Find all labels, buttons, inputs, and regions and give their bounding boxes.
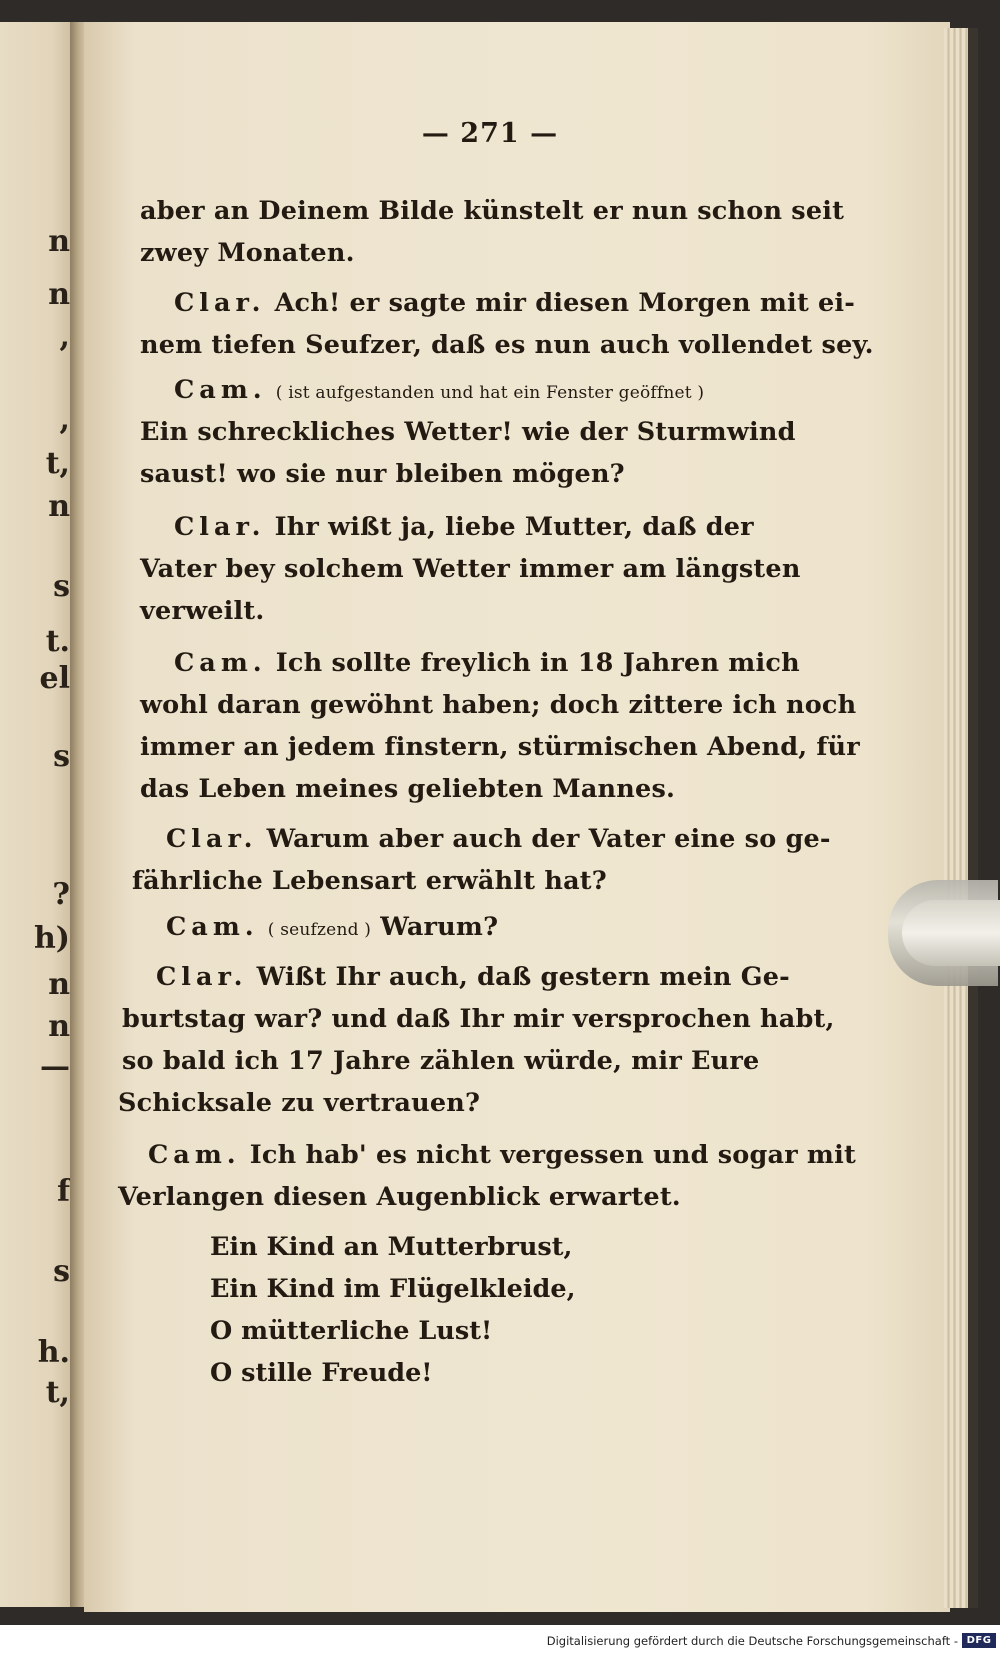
verse-line: O mütterliche Lust! [210, 1316, 493, 1346]
margin-fragment: n [48, 277, 70, 312]
speaker-name: Clar. [174, 288, 266, 318]
margin-fragment: s [53, 739, 70, 774]
dialogue-line: Clar. Warum aber auch der Vater eine so ge- [166, 824, 831, 854]
margin-fragment: h) [33, 921, 70, 956]
speaker-name: Clar. [174, 512, 266, 542]
page-number: — 271 — [421, 118, 559, 149]
funding-credit: Digitalisierung gefördert durch die Deutsche Forschungsgemeinschaft - [546, 1634, 958, 1648]
dialogue-line: Cam. Ich sollte freylich in 18 Jahren mich [174, 648, 800, 678]
dialogue-line: Clar. Wißt Ihr auch, daß gestern mein Ge- [156, 962, 790, 992]
page-edges [944, 28, 970, 1608]
footer-bar [0, 1625, 1000, 1656]
margin-fragment: h. [37, 1335, 70, 1370]
speaker-name: Clar. [166, 824, 258, 854]
margin-fragment: f [57, 1174, 70, 1209]
text-line: Vater bey solchem Wetter immer am längsten [140, 554, 801, 584]
edge-shadow [968, 28, 978, 1608]
stage-direction: ( ist aufgestanden und hat ein Fenster geöffnet ) [275, 383, 705, 403]
speaker-name: Cam. [174, 648, 267, 678]
dialogue-line: Clar. Ach! er sagte mir diesen Morgen mit ei- [174, 288, 856, 318]
margin-fragment: n [48, 224, 70, 259]
dialogue-line: Clar. Ihr wißt ja, liebe Mutter, daß der [174, 512, 754, 542]
verse-line: O stille Freude! [210, 1358, 433, 1388]
text-line: Schicksale zu vertrauen? [118, 1088, 481, 1118]
speaker-name: Cam. [174, 375, 267, 405]
text-line: aber an Deinem Bilde künstelt er nun schon seit [140, 196, 845, 226]
margin-fragment: — [40, 1049, 70, 1084]
stage-direction: ( seufzend ) [267, 920, 372, 940]
text-line: immer an jedem finstern, stürmischen Abend, für [140, 732, 860, 762]
verse-line: Ein Kind an Mutterbrust, [210, 1232, 573, 1262]
left-facing-page [0, 22, 74, 1607]
dfg-logo: DFG [962, 1633, 996, 1648]
text-line: wohl daran gewöhnt haben; doch zittere ich noch [140, 690, 857, 720]
margin-fragment: n [48, 967, 70, 1002]
margin-fragment: s [53, 1254, 70, 1289]
margin-fragment: s [53, 569, 70, 604]
bookmark-clip-highlight [902, 900, 1000, 966]
margin-fragment: , [59, 402, 70, 437]
text-line: zwey Monaten. [140, 238, 355, 268]
text-line: Verlangen diesen Augenblick erwartet. [118, 1182, 681, 1212]
margin-fragment: n [48, 489, 70, 524]
dialogue-line: Cam. ( seufzend ) Warum? [166, 912, 499, 942]
speaker-name: Cam. [148, 1140, 241, 1170]
text-line: fährliche Lebensart erwählt hat? [132, 866, 607, 896]
margin-fragment: , [59, 319, 70, 354]
margin-fragment: n [48, 1009, 70, 1044]
dialogue-line [174, 375, 704, 405]
dialogue-line: Cam. Ich hab' es nicht vergessen und sogar mit [148, 1140, 856, 1170]
text-line: so bald ich 17 Jahre zählen würde, mir Eure [122, 1046, 760, 1076]
margin-fragment: el [39, 661, 70, 696]
margin-fragment: t, [45, 446, 70, 481]
margin-fragment: t, [45, 1375, 70, 1410]
margin-fragment: ? [52, 877, 70, 912]
text-line: nem tiefen Seufzer, daß es nun auch vollendet sey. [140, 330, 874, 360]
text-line: das Leben meines geliebten Mannes. [140, 774, 676, 804]
speaker-name: Clar. [156, 962, 248, 992]
text-line: saust! wo sie nur bleiben mögen? [140, 459, 625, 489]
verse-line: Ein Kind im Flügelkleide, [210, 1274, 576, 1304]
text-line: verweilt. [140, 596, 265, 626]
text-line: Ein schreckliches Wetter! wie der Sturmwind [140, 417, 796, 447]
speaker-name: Cam. [166, 912, 259, 942]
margin-fragment: t. [45, 624, 70, 659]
text-line: burtstag war? und daß Ihr mir versprochen habt, [122, 1004, 835, 1034]
